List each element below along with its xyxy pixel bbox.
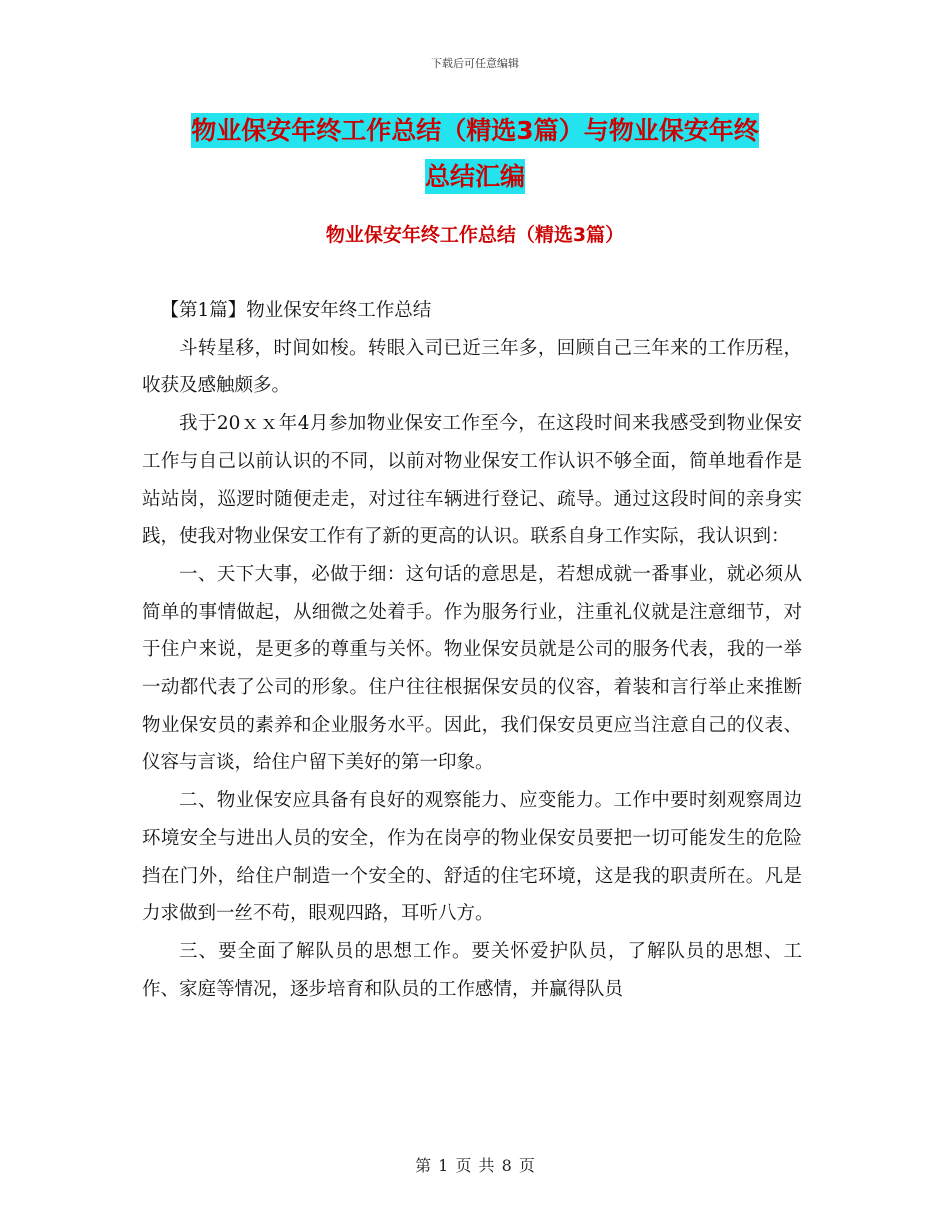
page-number-footer: 第 1 页 共 8 页 [415, 1156, 535, 1175]
document-title-line-2: 总结汇编 [425, 159, 525, 194]
body-text [142, 292, 802, 1008]
document-title [0, 108, 950, 200]
paragraph: 一、天下大事，必做于细：这句话的意思是，若想成就一番事业，就必须从简单的事情做起，从细微之处着手。作为服务行业，注重礼仪就是注意细节，对于住户来说，是更多的尊重与关怀。物业保安员就是公司的服务代表，我的一举一动都代表了公司的形象。住户往往根据保安员的仪容，着装和言行举止来推断物业保安员的素养和企业服务水平。因此，我们保安员更应当注意自己的仪表、仪容与言谈，给住户留下美好的第一印象。 [142, 563, 802, 774]
document-title-line-1: 物业保安年终工作总结（精选3篇）与物业保安年终 [191, 113, 758, 148]
paragraph: 斗转星移，时间如梭。转眼入司已近三年多，回顾自己三年来的工作历程，收获及感触颇多。 [142, 337, 802, 397]
header-note: 下载后可任意编辑 [431, 57, 519, 70]
section-title: 物业保安年终工作总结（精选3篇） [325, 224, 625, 246]
paragraph: 三、要全面了解队员的思想工作。要关怀爱护队员，了解队员的思想、工作、家庭等情况，逐步培育和队员的工作感情，并赢得队员 [142, 940, 802, 1000]
paragraph: 二、物业保安应具备有良好的观察能力、应变能力。工作中要时刻观察周边环境安全与进出人员的安全，作为在岗亭的物业保安员要把一切可能发生的危险挡在门外，给住户制造一个安全的、舒适的住宅环境，这是我的职责所在。凡是力求做到一丝不苟，眼观四路，耳听八方。 [142, 790, 802, 925]
paragraph: 我于20ｘｘ年4月参加物业保安工作至今，在这段时间来我感受到物业保安工作与自己以前认识的不同，以前对物业保安工作认识不够全面，简单地看作是站站岗，巡逻时随便走走，对过往车辆进行登记、疏导。通过这段时间的亲身实践，使我对物业保安工作有了新的更高的认识。联系自身工作实际，我认识到： [142, 413, 802, 548]
chapter-heading: 【第1篇】物业保安年终工作总结 [160, 300, 432, 321]
